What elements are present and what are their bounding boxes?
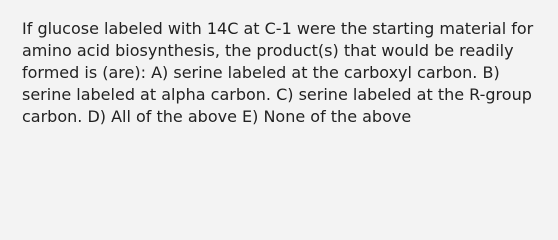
question-line: amino acid biosynthesis, the product(s) that would be readily xyxy=(22,41,514,60)
question-text xyxy=(22,18,544,128)
question-line: carbon. D) All of the above E) None of the above xyxy=(22,107,412,126)
question-line: If glucose labeled with 14C at C-1 were the starting material for xyxy=(22,19,534,38)
question-line: formed is (are): A) serine labeled at the carboxyl carbon. B) xyxy=(22,63,500,82)
question-line: serine labeled at alpha carbon. C) serine labeled at the R-group xyxy=(22,85,532,104)
